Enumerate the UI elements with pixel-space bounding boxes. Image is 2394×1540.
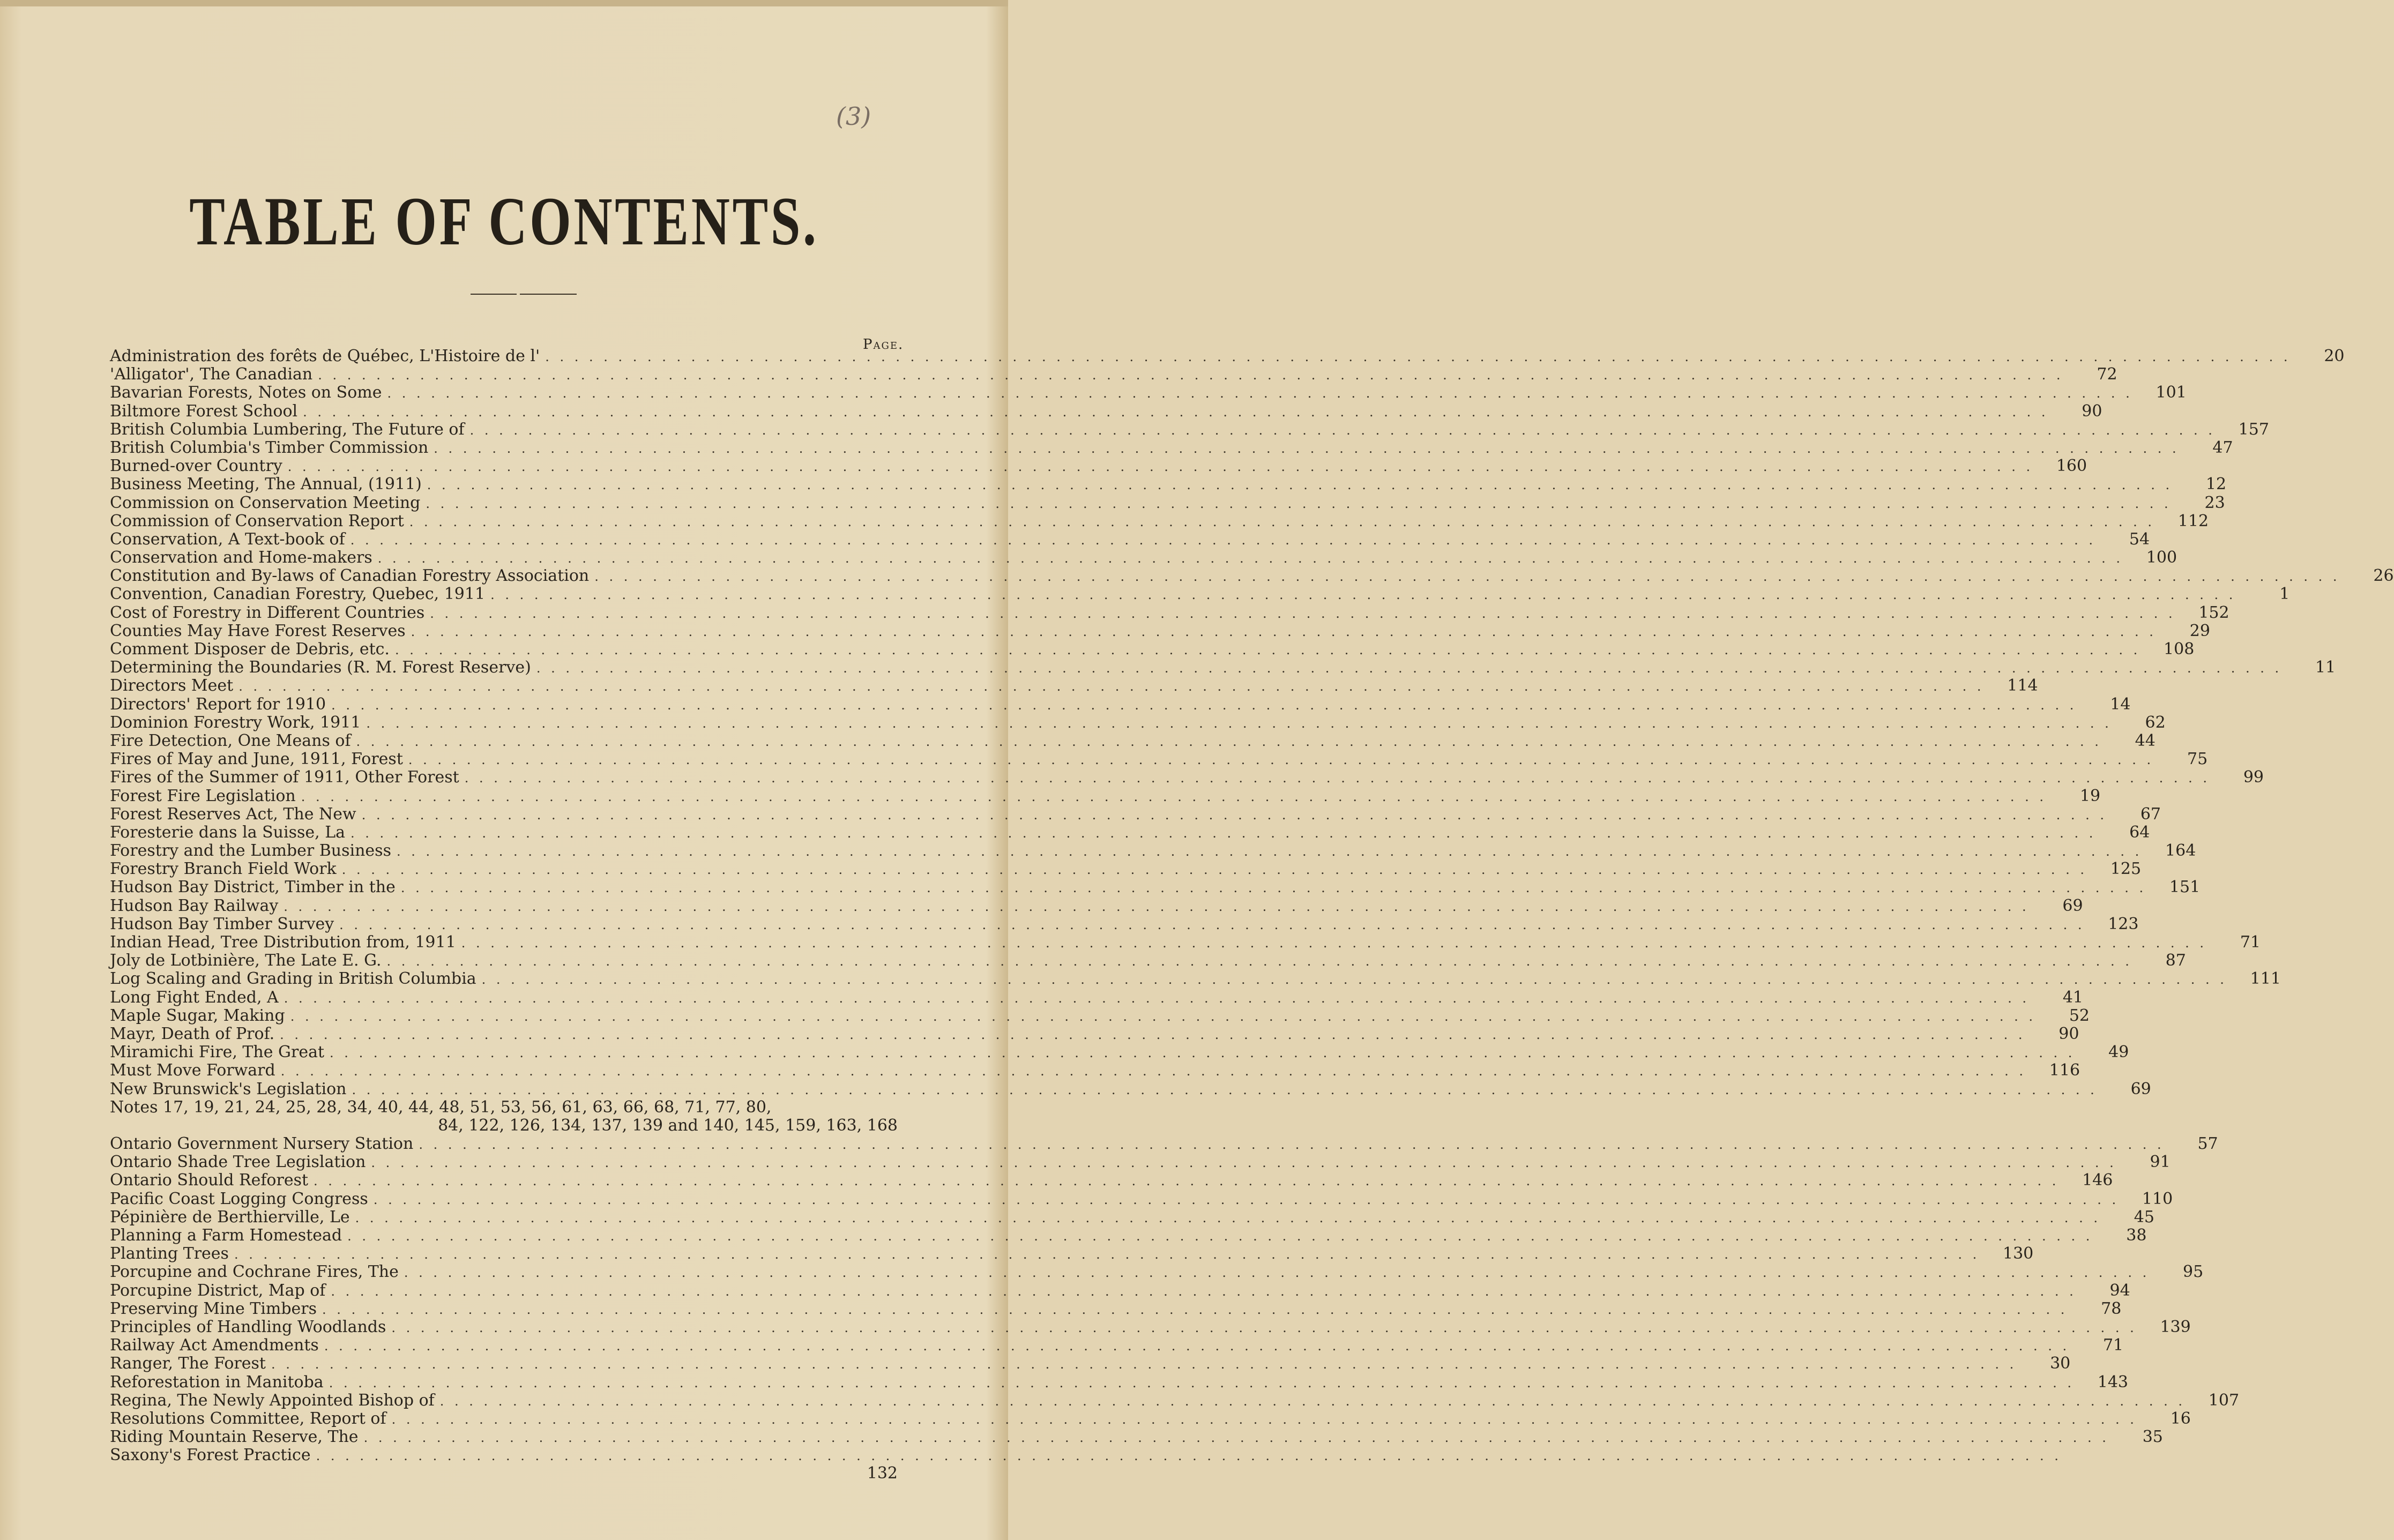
entry-title: Forestry and the Lumber Business — [110, 841, 391, 861]
leader-dots: . . . . . . . . . . . . . . . . . . . . . . . . . . . . . . . . . . . . . . . . . . . . . . . . . . . . . . . . . . . . . . . . . . . . . . . . . . . . . . . . . . . . . . . . . . . . . . . . . . . . . . . . . . . . . . . . . . . . . . . . — [545, 349, 2291, 364]
entry-title: Constitution and By-laws of Canadian Forestry Association — [110, 566, 590, 586]
leader-dots: . . . . . . . . . . . . . . . . . . . . . . . . . . . . . . . . . . . . . . . . . . . . . . . . . . . . . . . . . . . . . . . . . . . . . . . . . . . . . . . . . . . . . . . . . . . . . . . . . . . . . . . . . . . . . . . . . . . . . . . . — [464, 771, 2211, 786]
entry-title: Regina, The Newly Appointed Bishop of — [110, 1391, 435, 1410]
contents-list — [110, 347, 2394, 1483]
entry-page-number: 94 — [2109, 1281, 2130, 1300]
leader-dots: . . . . . . . . . . . . . . . . . . . . . . . . . . . . . . . . . . . . . . . . . . . . . . . . . . . . . . . . . . . . . . . . . . . . . . . . . . . . . . . . . . . . . . . . . . . . . . . . . . . . . . . . . . . . . . . . . . . . . . . . — [301, 789, 2047, 804]
entry-page-number: 35 — [2142, 1427, 2163, 1447]
toc-entry — [110, 1226, 2147, 1245]
leader-dots: . . . . . . . . . . . . . . . . . . . . . . . . . . . . . . . . . . . . . . . . . . . . . . . . . . . . . . . . . . . . . . . . . . . . . . . . . . . . . . . . . . . . . . . . . . . . . . . . . . . . . . . . . . . . . . . . . . . . . . . . — [461, 936, 2207, 951]
toc-entry — [110, 511, 2209, 530]
entry-page-number: 62 — [2145, 713, 2166, 732]
entry-title: Fires of May and June, 1911, Forest — [110, 750, 403, 769]
toc-entry — [110, 585, 2290, 604]
entry-page-number: 12 — [2205, 475, 2227, 494]
leader-dots: . . . . . . . . . . . . . . . . . . . . . . . . . . . . . . . . . . . . . . . . . . . . . . . . . . . . . . . . . . . . . . . . . . . . . . . . . . . . . . . . . . . . . . . . . . . . . . . . . . . . . . . . . . . . . . . . . . . . . . . . — [400, 880, 2147, 896]
entry-page-number: 45 — [2134, 1207, 2154, 1227]
entry-title: Principles of Handling Woodlands — [110, 1317, 386, 1336]
leader-dots: . . . . . . . . . . . . . . . . . . . . . . . . . . . . . . . . . . . . . . . . . . . . . . . . . . . . . . . . . . . . . . . . . . . . . . . . . . . . . . . . . . . . . . . . . . . . . . . . . . . . . . . . . . . . . . . . . . . . . . . . — [350, 825, 2097, 841]
entry-title: Resolutions Committee, Report of — [110, 1409, 386, 1428]
leader-dots: . . . . . . . . . . . . . . . . . . . . . . . . . . . . . . . . . . . . . . . . . . . . . . . . . . . . . . . . . . . . . . . . . . . . . . . . . . . . . . . . . . . . . . . . . . . . . . . . . . . . . . . . . . . . . . . . . . . . . . . . — [391, 1320, 2137, 1335]
toc-entry — [110, 750, 2208, 769]
toc-entry — [110, 1391, 2240, 1410]
entry-title: Determining the Boundaries (R. M. Forest Reserve) — [110, 658, 531, 677]
leader-dots: . . . . . . . . . . . . . . . . . . . . . . . . . . . . . . . . . . . . . . . . . . . . . . . . . . . . . . . . . . . . . . . . . . . . . . . . . . . . . . . . . . . . . . . . . . . . . . . . . . . . . . . . . . . . . . . . . . . . . . . . — [373, 1192, 2120, 1207]
leader-dots: . . . . . . . . . . . . . . . . . . . . . . . . . . . . . . . . . . . . . . . . . . . . . . . . . . . . . . . . . . . . . . . . . . . . . . . . . . . . . . . . . . . . . . . . . . . . . . . . . . . . . . . . . . . . . . . . . . . . . . . . — [350, 532, 2097, 548]
entry-title: Commission of Conservation Report — [110, 511, 404, 530]
leader-dots: . . . . . . . . . . . . . . . . . . . . . . . . . . . . . . . . . . . . . . . . . . . . . . . . . . . . . . . . . . . . . . . . . . . . . . . . . . . . . . . . . . . . . . . . . . . . . . . . . . . . . . . . . . . . . . . . . . . . . . . . — [387, 386, 2133, 401]
entry-page-number: 47 — [2212, 438, 2233, 457]
leader-dots: . . . . . . . . . . . . . . . . . . . . . . . . . . . . . . . . . . . . . . . . . . . . . . . . . . . . . . . . . . . . . . . . . . . . . . . . . . . . . . . . . . . . . . . . . . . . . . . . . . . . . . . . . . . . . . . . . . . . . . . . — [280, 1064, 2027, 1079]
leader-dots: . . . . . . . . . . . . . . . . . . . . . . . . . . . . . . . . . . . . . . . . . . . . . . . . . . . . . . . . . . . . . . . . . . . . . . . . . . . . . . . . . . . . . . . . . . . . . . . . . . . . . . . . . . . . . . . . . . . . . . . . — [377, 551, 2124, 566]
entry-title: Comment Disposer de Debris, etc. — [110, 640, 390, 659]
entry-page-number: 164 — [2165, 841, 2196, 861]
leader-dots: . . . . . . . . . . . . . . . . . . . . . . . . . . . . . . . . . . . . . . . . . . . . . . . . . . . . . . . . . . . . . . . . . . . . . . . . . . . . . . . . . . . . . . . . . . . . . . . . . . . . . . . . . . . . . . . . . . . . . . . . — [439, 1393, 2186, 1409]
entry-page-number: 139 — [2160, 1317, 2191, 1336]
entry-page-number: 112 — [2177, 511, 2209, 530]
toc-entry — [110, 1153, 2171, 1172]
toc-entry — [110, 896, 2083, 915]
entry-page-number: 41 — [2062, 988, 2084, 1007]
title-divider-right — [520, 294, 577, 295]
toc-entry — [110, 823, 2150, 842]
entry-title: Log Scaling and Grading in British Columbia — [110, 969, 476, 989]
entry-title: British Columbia Lumbering, The Future of — [110, 420, 465, 439]
top-edge — [0, 0, 1008, 6]
entry-title: Planting Trees — [110, 1244, 229, 1264]
entry-page-number: 57 — [2197, 1134, 2218, 1154]
toc-entry — [110, 1061, 2080, 1080]
leader-dots: . . . . . . . . . . . . . . . . . . . . . . . . . . . . . . . . . . . . . . . . . . . . . . . . . . . . . . . . . . . . . . . . . . . . . . . . . . . . . . . . . . . . . . . . . . . . . . . . . . . . . . . . . . . . . . . . . . . . . . . . — [408, 752, 2154, 768]
toc-entry — [110, 548, 2177, 567]
toc-entry — [110, 493, 2225, 512]
entry-page-number: 54 — [2129, 529, 2150, 549]
entry-title: Long Fight Ended, A — [110, 988, 279, 1007]
entry-page-number: 116 — [2049, 1061, 2080, 1080]
toc-entry — [110, 878, 2201, 897]
toc-entry — [110, 1043, 2129, 1062]
leader-dots: . . . . . . . . . . . . . . . . . . . . . . . . . . . . . . . . . . . . . . . . . . . . . . . . . . . . . . . . . . . . . . . . . . . . . . . . . . . . . . . . . . . . . . . . . . . . . . . . . . . . . . . . . . . . . . . . . . . . . . . . — [394, 642, 2141, 657]
leader-dots: . . . . . . . . . . . . . . . . . . . . . . . . . . . . . . . . . . . . . . . . . . . . . . . . . . . . . . . . . . . . . . . . . . . . . . . . . . . . . . . . . . . . . . . . . . . . . . . . . . . . . . . . . . . . . . . . . . . . . . . . — [419, 1137, 2165, 1153]
toc-entry — [110, 1409, 2191, 1428]
entry-page-number: 38 — [2126, 1226, 2147, 1245]
entry-page-number: 114 — [2007, 676, 2038, 696]
entry-title: Saxony's Forest Practice — [110, 1446, 311, 1465]
toc-entry — [110, 658, 2336, 677]
entry-page-number: 49 — [2108, 1043, 2129, 1062]
toc-entry — [110, 1171, 2113, 1190]
leader-dots: . . . . . . . . . . . . . . . . . . . . . . . . . . . . . . . . . . . . . . . . . . . . . . . . . . . . . . . . . . . . . . . . . . . . . . . . . . . . . . . . . . . . . . . . . . . . . . . . . . . . . . . . . . . . . . . . . . . . . . . . — [280, 1027, 2026, 1042]
entry-page-number: 69 — [2062, 896, 2083, 915]
entry-title: Cost of Forestry in Different Countries — [110, 603, 425, 622]
entry-title: Miramichi Fire, The Great — [110, 1043, 325, 1062]
toc-entry — [110, 1299, 2122, 1318]
toc-entry — [110, 457, 2087, 476]
leader-dots: . . . . . . . . . . . . . . . . . . . . . . . . . . . . . . . . . . . . . . . . . . . . . . . . . . . . . . . . . . . . . . . . . . . . . . . . . . . . . . . . . . . . . . . . . . . . . . . . . . . . . . . . . . . . . . . . . . . . . . . . — [303, 404, 2049, 420]
entry-title: Administration des forêts de Québec, L'Histoire de l' — [110, 347, 540, 365]
entry-page-number: 90 — [2082, 401, 2102, 421]
page-column-header: Page. — [863, 337, 904, 353]
entry-title: Hudson Bay District, Timber in the — [110, 878, 396, 897]
entry-title: British Columbia's Timber Commission — [110, 438, 429, 457]
entry-title: Porcupine and Cochrane Fires, The — [110, 1262, 399, 1282]
title-divider-left — [471, 294, 517, 295]
entry-page-number: 19 — [2079, 786, 2101, 805]
toc-entry — [110, 1262, 2204, 1282]
leader-dots: . . . . . . . . . . . . . . . . . . . . . . . . . . . . . . . . . . . . . . . . . . . . . . . . . . . . . . . . . . . . . . . . . . . . . . . . . . . . . . . . . . . . . . . . . . . . . . . . . . . . . . . . . . . . . . . . . . . . . . . . — [430, 605, 2176, 621]
entry-title: Planning a Farm Homestead — [110, 1226, 342, 1245]
entry-page-number: 87 — [2165, 951, 2186, 970]
toc-entry — [110, 1446, 2062, 1465]
leader-dots: . . . . . . . . . . . . . . . . . . . . . . . . . . . . . . . . . . . . . . . . . . . . . . . . . . . . . . . . . . . . . . . . . . . . . . . . . . . . . . . . . . . . . . . . . . . . . . . . . . . . . . . . . . . . . . . . . . . . . . . . — [434, 440, 2180, 456]
entry-title: 'Alligator', The Canadian — [110, 365, 313, 384]
toc-entry — [110, 841, 2196, 861]
leader-dots: . . . . . . . . . . . . . . . . . . . . . . . . . . . . . . . . . . . . . . . . . . . . . . . . . . . . . . . . . . . . . . . . . . . . . . . . . . . . . . . . . . . . . . . . . . . . . . . . . . . . . . . . . . . . . . . . . . . . . . . . — [329, 1375, 2075, 1391]
entry-page-number: 160 — [2056, 457, 2087, 476]
leader-dots: . . . . . . . . . . . . . . . . . . . . . . . . . . . . . . . . . . . . . . . . . . . . . . . . . . . . . . . . . . . . . . . . . . . . . . . . . . . . . . . . . . . . . . . . . . . . . . . . . . . . . . . . . . . . . . . . . . . . . . . . — [284, 899, 2030, 914]
toc-entry — [110, 786, 2101, 805]
leader-dots: . . . . . . . . . . . . . . . . . . . . . . . . . . . . . . . . . . . . . . . . . . . . . . . . . . . . . . . . . . . . . . . . . . . . . . . . . . . . . . . . . . . . . . . . . . . . . . . . . . . . . . . . . . . . . . . . . . . . . . . . — [331, 697, 2077, 713]
entry-title: Directors Meet — [110, 676, 234, 696]
toc-entry — [110, 969, 2281, 989]
entry-title: Indian Head, Tree Distribution from, 1911 — [110, 933, 456, 952]
entry-page-number: 91 — [2150, 1153, 2171, 1172]
entry-page-number: 95 — [2183, 1262, 2204, 1282]
entry-page-number: 29 — [2189, 621, 2210, 640]
entry-title: Maple Sugar, Making — [110, 1006, 285, 1025]
toc-entry — [110, 621, 2210, 640]
entry-page-number: 123 — [2108, 914, 2139, 933]
leader-dots: . . . . . . . . . . . . . . . . . . . . . . . . . . . . . . . . . . . . . . . . . . . . . . . . . . . . . . . . . . . . . . . . . . . . . . . . . . . . . . . . . . . . . . . . . . . . . . . . . . . . . . . . . . . . . . . . . . . . . . . . — [371, 1155, 2117, 1171]
toc-entry — [110, 1281, 2130, 1300]
toc-entry — [110, 804, 2161, 824]
toc-entry — [110, 603, 2229, 622]
entry-page-number: 151 — [2169, 878, 2201, 897]
final-page-number: 132 — [867, 1464, 898, 1483]
entry-page-number: 26 — [2373, 566, 2394, 586]
entry-title: New Brunswick's Legislation — [110, 1079, 347, 1098]
entry-title: Fire Detection, One Means of — [110, 731, 351, 750]
entry-title: Ranger, The Forest — [110, 1354, 266, 1373]
entry-title: Forestry Branch Field Work — [110, 859, 337, 879]
toc-entry — [110, 1024, 2079, 1043]
leader-dots: . . . . . . . . . . . . . . . . . . . . . . . . . . . . . . . . . . . . . . . . . . . . . . . . . . . . . . . . . . . . . . . . . . . . . . . . . . . . . . . . . . . . . . . . . . . . . . . . . . . . . . . . . . . . . . . . . . . . . . . . — [331, 1283, 2077, 1299]
pencil-page-mark: (3) — [836, 102, 871, 131]
entry-title: Riding Mountain Reserve, The — [110, 1427, 359, 1447]
entry-title: Ontario Government Nursery Station — [110, 1134, 414, 1154]
entry-page-number: 71 — [2240, 933, 2261, 952]
entry-page-number: 78 — [2101, 1299, 2122, 1318]
toc-entry — [110, 1189, 2173, 1208]
leader-dots: . . . . . . . . . . . . . . . . . . . . . . . . . . . . . . . . . . . . . . . . . . . . . . . . . . . . . . . . . . . . . . . . . . . . . . . . . . . . . . . . . . . . . . . . . . . . . . . . . . . . . . . . . . . . . . . . . . . . . . . . — [284, 990, 2030, 1006]
toc-entry — [110, 694, 2131, 714]
toc-entry — [110, 566, 2394, 586]
entry-page-number: 16 — [2170, 1409, 2191, 1428]
entry-page-number: 75 — [2187, 750, 2208, 769]
entry-title: Railway Act Amendments — [110, 1336, 319, 1355]
toc-entry — [110, 347, 2345, 365]
entry-page-number: 125 — [2110, 859, 2142, 879]
leader-dots: . . . . . . . . . . . . . . . . . . . . . . . . . . . . . . . . . . . . . . . . . . . . . . . . . . . . . . . . . . . . . . . . . . . . . . . . . . . . . . . . . . . . . . . . . . . . . . . . . . . . . . . . . . . . . . . . . . . . . . . . — [427, 477, 2173, 493]
entry-title: Ontario Should Reforest — [110, 1171, 309, 1190]
entry-title: Pacific Coast Logging Congress — [110, 1189, 368, 1208]
toc-entry — [110, 420, 2269, 439]
leader-dots: . . . . . . . . . . . . . . . . . . . . . . . . . . . . . . . . . . . . . . . . . . . . . . . . . . . . . . . . . . . . . . . . . . . . . . . . . . . . . . . . . . . . . . . . . . . . . . . . . . . . . . . . . . . . . . . . . . . . . . . . — [290, 1008, 2036, 1024]
leader-dots: . . . . . . . . . . . . . . . . . . . . . . . . . . . . . . . . . . . . . . . . . . . . . . . . . . . . . . . . . . . . . . . . . . . . . . . . . . . . . . . . . . . . . . . . . . . . . . . . . . . . . . . . . . . . . . . . . . . . . . . . — [361, 807, 2107, 823]
leader-dots: . . . . . . . . . . . . . . . . . . . . . . . . . . . . . . . . . . . . . . . . . . . . . . . . . . . . . . . . . . . . . . . . . . . . . . . . . . . . . . . . . . . . . . . . . . . . . . . . . . . . . . . . . . . . . . . . . . . . . . . . — [490, 587, 2236, 603]
toc-entry — [110, 475, 2227, 494]
leader-dots: . . . . . . . . . . . . . . . . . . . . . . . . . . . . . . . . . . . . . . . . . . . . . . . . . . . . . . . . . . . . . . . . . . . . . . . . . . . . . . . . . . . . . . . . . . . . . . . . . . . . . . . . . . . . . . . . . . . . . . . . — [366, 715, 2112, 731]
toc-entry — [110, 1372, 2128, 1392]
entry-title: Preserving Mine Timbers — [110, 1299, 317, 1318]
entry-page-number: 67 — [2140, 804, 2161, 824]
entry-page-number: 143 — [2097, 1372, 2128, 1392]
toc-entry — [110, 529, 2150, 549]
leader-dots: . . . . . . . . . . . . . . . . . . . . . . . . . . . . . . . . . . . . . . . . . . . . . . . . . . . . . . . . . . . . . . . . . . . . . . . . . . . . . . . . . . . . . . . . . . . . . . . . . . . . . . . . . . . . . . . . . . . . . . . . — [352, 1082, 2098, 1097]
entry-title: Business Meeting, The Annual, (1911) — [110, 475, 422, 494]
entry-title: Directors' Report for 1910 — [110, 694, 326, 714]
toc-entry — [110, 1207, 2154, 1227]
toc-entry — [110, 988, 2084, 1007]
toc-entry — [110, 713, 2166, 732]
entry-title: Conservation, A Text-book of — [110, 529, 345, 549]
leader-dots: . . . . . . . . . . . . . . . . . . . . . . . . . . . . . . . . . . . . . . . . . . . . . . . . . . . . . . . . . . . . . . . . . . . . . . . . . . . . . . . . . . . . . . . . . . . . . . . . . . . . . . . . . . . . . . . . . . . . . . . . — [396, 844, 2143, 859]
toc-entry — [110, 401, 2102, 421]
leader-dots: . . . . . . . . . . . . . . . . . . . . . . . . . . . . . . . . . . . . . . . . . . . . . . . . . . . . . . . . . . . . . . . . . . . . . . . . . . . . . . . . . . . . . . . . . . . . . . . . . . . . . . . . . . . . . . . . . . . . . . . . — [339, 917, 2085, 932]
entry-page-number: 11 — [2315, 658, 2336, 677]
entry-page-number: 44 — [2135, 731, 2156, 750]
toc-entry — [110, 1336, 2124, 1355]
toc-entry — [110, 768, 2264, 787]
notes-continuation: 84, 122, 126, 134, 137, 139 and 140, 145, 159, 163, 168 — [438, 1116, 898, 1135]
entry-title: Ontario Shade Tree Legislation — [110, 1153, 366, 1172]
entry-title: Foresterie dans la Suisse, La — [110, 823, 346, 842]
toc-entry — [110, 1098, 898, 1117]
entry-title: Forest Reserves Act, The New — [110, 804, 356, 824]
entry-title: Reforestation in Manitoba — [110, 1372, 324, 1392]
entry-page-number: 1 — [2279, 585, 2290, 604]
entry-title: Joly de Lotbinière, The Late E. G. — [110, 951, 382, 970]
entry-page-number: 107 — [2208, 1391, 2240, 1410]
toc-entry — [110, 914, 2139, 933]
entry-page-number: 157 — [2238, 420, 2269, 439]
entry-title: Convention, Canadian Forestry, Quebec, 1911 — [110, 585, 486, 604]
toc-entry — [110, 640, 2195, 659]
entry-page-number: 152 — [2198, 603, 2229, 622]
leader-dots: . . . . . . . . . . . . . . . . . . . . . . . . . . . . . . . . . . . . . . . . . . . . . . . . . . . . . . . . . . . . . . . . . . . . . . . . . . . . . . . . . . . . . . . . . . . . . . . . . . . . . . . . . . . . . . . . . . . . . . . . — [426, 496, 2172, 511]
toc-entry — [110, 365, 2117, 384]
toc-entry — [110, 1317, 2191, 1336]
entry-title: Notes 17, 19, 21, 24, 25, 28, 34, 40, 44, 48, 51, 53, 56, 61, 63, 66, 68, 71, 77, 80, — [110, 1097, 772, 1117]
leader-dots: . . . . . . . . . . . . . . . . . . . . . . . . . . . . . . . . . . . . . . . . . . . . . . . . . . . . . . . . . . . . . . . . . . . . . . . . . . . . . . . . . . . . . . . . . . . . . . . . . . . . . . . . . . . . . . . . . . . . . . . . — [536, 661, 2283, 676]
entry-page-number: 110 — [2142, 1189, 2173, 1208]
toc-entry — [110, 1134, 2218, 1154]
leader-dots: . . . . . . . . . . . . . . . . . . . . . . . . . . . . . . . . . . . . . . . . . . . . . . . . . . . . . . . . . . . . . . . . . . . . . . . . . . . . . . . . . . . . . . . . . . . . . . . . . . . . . . . . . . . . . . . . . . . . . . . . — [234, 1247, 1980, 1262]
toc-entry — [110, 676, 2038, 696]
leader-dots: . . . . . . . . . . . . . . . . . . . . . . . . . . . . . . . . . . . . . . . . . . . . . . . . . . . . . . . . . . . . . . . . . . . . . . . . . . . . . . . . . . . . . . . . . . . . . . . . . . . . . . . . . . . . . . . . . . . . . . . . — [271, 1357, 2017, 1372]
toc-entry — [110, 438, 2233, 457]
entry-page-number: 52 — [2069, 1006, 2090, 1025]
entry-title: Pépinière de Berthierville, Le — [110, 1207, 350, 1227]
entry-page-number: 146 — [2082, 1171, 2113, 1190]
entry-page-number: 130 — [2003, 1244, 2034, 1264]
entry-page-number: 90 — [2059, 1024, 2079, 1043]
leader-dots: . . . . . . . . . . . . . . . . . . . . . . . . . . . . . . . . . . . . . . . . . . . . . . . . . . . . . . . . . . . . . . . . . . . . . . . . . . . . . . . . . . . . . . . . . . . . . . . . . . . . . . . . . . . . . . . . . . . . . . . . — [324, 1339, 2070, 1354]
leader-dots: . . . . . . . . . . . . . . . . . . . . . . . . . . . . . . . . . . . . . . . . . . . . . . . . . . . . . . . . . . . . . . . . . . . . . . . . . . . . . . . . . . . . . . . . . . . . . . . . . . . . . . . . . . . . . . . . . . . . . . . . — [318, 368, 2064, 383]
entry-title: Dominion Forestry Work, 1911 — [110, 713, 361, 732]
toc-entry — [110, 1079, 2151, 1098]
leader-dots: . . . . . . . . . . . . . . . . . . . . . . . . . . . . . . . . . . . . . . . . . . . . . . . . . . . . . . . . . . . . . . . . . . . . . . . . . . . . . . . . . . . . . . . . . . . . . . . . . . . . . . . . . . . . . . . . . . . . . . . . — [238, 679, 1985, 694]
entry-page-number: 30 — [2050, 1354, 2071, 1373]
leader-dots: . . . . . . . . . . . . . . . . . . . . . . . . . . . . . . . . . . . . . . . . . . . . . . . . . . . . . . . . . . . . . . . . . . . . . . . . . . . . . . . . . . . . . . . . . . . . . . . . . . . . . . . . . . . . . . . . . . . . . . . . — [341, 862, 2088, 878]
entry-title: Commission on Conservation Meeting — [110, 493, 421, 512]
leader-dots: . . . . . . . . . . . . . . . . . . . . . . . . . . . . . . . . . . . . . . . . . . . . . . . . . . . . . . . . . . . . . . . . . . . . . . . . . . . . . . . . . . . . . . . . . . . . . . . . . . . . . . . . . . . . . . . . . . . . . . . . — [481, 972, 2227, 988]
leader-dots: . . . . . . . . . . . . . . . . . . . . . . . . . . . . . . . . . . . . . . . . . . . . . . . . . . . . . . . . . . . . . . . . . . . . . . . . . . . . . . . . . . . . . . . . . . . . . . . . . . . . . . . . . . . . . . . . . . . . . . . . — [347, 1229, 2093, 1244]
entry-page-number: 111 — [2250, 969, 2281, 989]
leader-dots: . . . . . . . . . . . . . . . . . . . . . . . . . . . . . . . . . . . . . . . . . . . . . . . . . . . . . . . . . . . . . . . . . . . . . . . . . . . . . . . . . . . . . . . . . . . . . . . . . . . . . . . . . . . . . . . . . . . . . . . . — [411, 624, 2157, 639]
entry-page-number: 64 — [2129, 823, 2150, 842]
entry-page-number: 108 — [2164, 640, 2195, 659]
leader-dots: . . . . . . . . . . . . . . . . . . . . . . . . . . . . . . . . . . . . . . . . . . . . . . . . . . . . . . . . . . . . . . . . . . . . . . . . . . . . . . . . . . . . . . . . . . . . . . . . . . . . . . . . . . . . . . . . . . . . . . . . — [330, 1045, 2076, 1061]
entry-title: Hudson Bay Railway — [110, 896, 279, 915]
toc-entry — [110, 1006, 2090, 1025]
leader-dots: . . . . . . . . . . . . . . . . . . . . . . . . . . . . . . . . . . . . . . . . . . . . . . . . . . . . . . . . . . . . . . . . . . . . . . . . . . . . . . . . . . . . . . . . . . . . . . . . . . . . . . . . . . . . . . . . . . . . . . . . — [287, 459, 2034, 475]
entry-title: Biltmore Forest School — [110, 401, 298, 421]
entry-title: Fires of the Summer of 1911, Other Forest — [110, 768, 459, 787]
leader-dots: . . . . . . . . . . . . . . . . . . . . . . . . . . . . . . . . . . . . . . . . . . . . . . . . . . . . . . . . . . . . . . . . . . . . . . . . . . . . . . . . . . . . . . . . . . . . . . . . . . . . . . . . . . . . . . . . . . . . . . . . — [391, 1411, 2137, 1427]
entry-title: Hudson Bay Timber Survey — [110, 914, 334, 933]
toc-entry — [110, 1354, 2071, 1373]
entry-page-number: 20 — [2324, 347, 2345, 365]
entry-page-number: 101 — [2156, 383, 2187, 402]
entry-title: Counties May Have Forest Reserves — [110, 621, 406, 640]
leader-dots: . . . . . . . . . . . . . . . . . . . . . . . . . . . . . . . . . . . . . . . . . . . . . . . . . . . . . . . . . . . . . . . . . . . . . . . . . . . . . . . . . . . . . . . . . . . . . . . . . . . . . . . . . . . . . . . . . . . . . . . . — [409, 514, 2156, 529]
leader-dots: . . . . . . . . . . . . . . . . . . . . . . . . . . . . . . . . . . . . . . . . . . . . . . . . . . . . . . . . . . . . . . . . . . . . . . . . . . . . . . . . . . . . . . . . . . . . . . . . . . . . . . . . . . . . . . . . . . . . . . . . — [363, 1430, 2109, 1446]
leader-dots: . . . . . . . . . . . . . . . . . . . . . . . . . . . . . . . . . . . . . . . . . . . . . . . . . . . . . . . . . . . . . . . . . . . . . . . . . . . . . . . . . . . . . . . . . . . . . . . . . . . . . . . . . . . . . . . . . . . . . . . . — [404, 1265, 2150, 1281]
entry-page-number: 69 — [2130, 1079, 2151, 1098]
entry-page-number: 23 — [2204, 493, 2225, 512]
entry-page-number: 14 — [2110, 694, 2131, 714]
entry-title: Mayr, Death of Prof. — [110, 1024, 275, 1043]
leader-dots: . . . . . . . . . . . . . . . . . . . . . . . . . . . . . . . . . . . . . . . . . . . . . . . . . . . . . . . . . . . . . . . . . . . . . . . . . . . . . . . . . . . . . . . . . . . . . . . . . . . . . . . . . . . . . . . . . . . . . . . . — [355, 1210, 2101, 1225]
leader-dots: . . . . . . . . . . . . . . . . . . . . . . . . . . . . . . . . . . . . . . . . . . . . . . . . . . . . . . . . . . . . . . . . . . . . . . . . . . . . . . . . . . . . . . . . . . . . . . . . . . . . . . . . . . . . . . . . . . . . . . . . — [469, 422, 2216, 438]
entry-page-number: 100 — [2146, 548, 2177, 567]
leader-dots: . . . . . . . . . . . . . . . . . . . . . . . . . . . . . . . . . . . . . . . . . . . . . . . . . . . . . . . . . . . . . . . . . . . . . . . . . . . . . . . . . . . . . . . . . . . . . . . . . . . . . . . . . . . . . . . . . . . . . . . . — [356, 734, 2102, 749]
toc-entry — [110, 933, 2261, 952]
entry-page-number: 71 — [2102, 1336, 2124, 1355]
entry-page-number: 72 — [2097, 365, 2117, 384]
entry-title: Forest Fire Legislation — [110, 786, 296, 805]
entry-page-number: 99 — [2243, 768, 2264, 787]
entry-title: Must Move Forward — [110, 1061, 275, 1080]
leader-dots: . . . . . . . . . . . . . . . . . . . . . . . . . . . . . . . . . . . . . . . . . . . . . . . . . . . . . . . . . . . . . . . . . . . . . . . . . . . . . . . . . . . . . . . . . . . . . . . . . . . . . . . . . . . . . . . . . . . . . . . . — [322, 1302, 2068, 1317]
leader-dots: . . . . . . . . . . . . . . . . . . . . . . . . . . . . . . . . . . . . . . . . . . . . . . . . . . . . . . . . . . . . . . . . . . . . . . . . . . . . . . . . . . . . . . . . . . . . . . . . . . . . . . . . . . . . . . . . . . . . . . . . — [386, 954, 2132, 969]
toc-entry — [110, 1244, 2034, 1264]
page-title: TABLE OF CONTENTS. — [189, 183, 819, 259]
toc-entry — [110, 951, 2186, 970]
toc-entry — [110, 731, 2156, 750]
leader-dots: . . . . . . . . . . . . . . . . . . . . . . . . . . . . . . . . . . . . . . . . . . . . . . . . . . . . . . . . . . . . . . . . . . . . . . . . . . . . . . . . . . . . . . . . . . . . . . . . . . . . . . . . . . . . . . . . . . . . . . . . — [316, 1448, 2062, 1464]
leader-dots: . . . . . . . . . . . . . . . . . . . . . . . . . . . . . . . . . . . . . . . . . . . . . . . . . . . . . . . . . . . . . . . . . . . . . . . . . . . . . . . . . . . . . . . . . . . . . . . . . . . . . . . . . . . . . . . . . . . . . . . . — [314, 1173, 2060, 1189]
entry-title: Bavarian Forests, Notes on Some — [110, 383, 382, 402]
leader-dots: . . . . . . . . . . . . . . . . . . . . . . . . . . . . . . . . . . . . . . . . . . . . . . . . . . . . . . . . . . . . . . . . . . . . . . . . . . . . . . . . . . . . . . . . . . . . . . . . . . . . . . . . . . . . . . . . . . . . . . . . — [594, 569, 2340, 585]
entry-title: Conservation and Home-makers — [110, 548, 372, 567]
entry-title: Porcupine District, Map of — [110, 1281, 326, 1300]
toc-entry — [110, 1427, 2163, 1447]
toc-entry — [110, 859, 2142, 879]
toc-entry — [110, 383, 2187, 402]
entry-title: Burned-over Country — [110, 457, 282, 476]
